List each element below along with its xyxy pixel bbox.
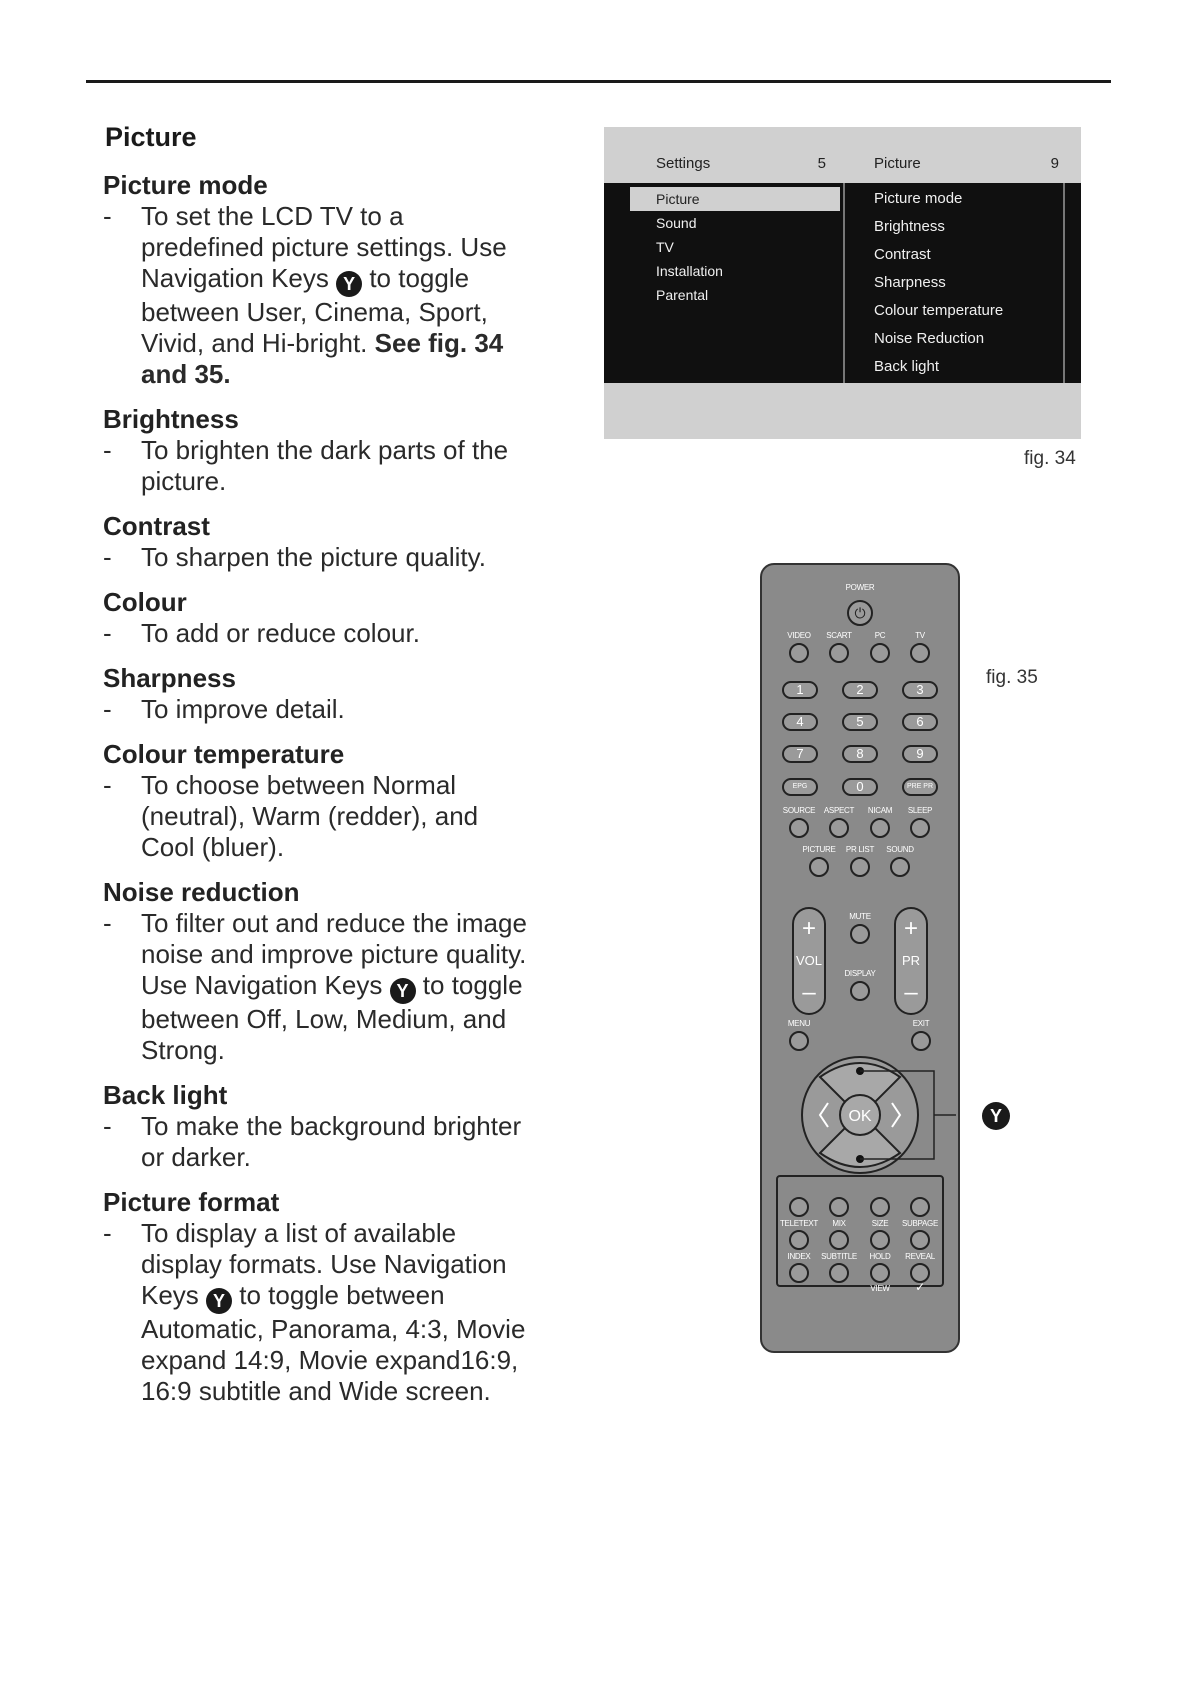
item-description <box>103 201 533 390</box>
teletext-button[interactable] <box>829 1263 849 1283</box>
menu-left-item[interactable]: Installation <box>656 263 723 279</box>
number-key[interactable]: PRE PR <box>902 778 938 796</box>
description-text <box>141 542 533 573</box>
text-run: To add or reduce colour. <box>141 618 420 648</box>
menu-left-item[interactable]: TV <box>656 239 674 255</box>
text-run: To display a list of available display formats. Use Navigation Keys <box>141 1218 507 1310</box>
text-run: To choose between Normal (neutral), Warm (redder), and Cool (bluer). <box>141 770 479 862</box>
menu-right-title: Picture <box>874 155 921 172</box>
item-description <box>103 770 533 863</box>
item <box>103 1079 533 1173</box>
description-text <box>141 908 533 1066</box>
top-rule <box>86 80 1111 83</box>
button-label: SLEEP <box>907 806 933 815</box>
source-button[interactable] <box>829 643 849 663</box>
menu-left-item[interactable]: Sound <box>656 215 697 231</box>
number-key[interactable]: 5 <box>842 713 878 731</box>
text-run: to toggle between User, Cinema, Sport, Vivid, and Hi-bright. <box>141 263 488 358</box>
item-heading: Back light <box>103 1080 228 1110</box>
teletext-button[interactable] <box>829 1197 849 1217</box>
y-navigation-icon: Y <box>390 978 416 1004</box>
button-label: SUBPAGE <box>902 1219 938 1228</box>
teletext-button[interactable] <box>870 1263 890 1283</box>
program-rocker[interactable] <box>894 907 928 1015</box>
item-heading: Brightness <box>103 404 239 434</box>
menu-right-list <box>874 185 1064 381</box>
teletext-button[interactable] <box>789 1230 809 1250</box>
number-key[interactable]: 2 <box>842 681 878 699</box>
button-label: SIZE <box>871 1219 889 1228</box>
item <box>103 403 533 497</box>
text-column <box>103 122 533 1420</box>
number-key[interactable]: 3 <box>902 681 938 699</box>
menu-divider <box>843 183 845 383</box>
number-key[interactable]: 0 <box>842 778 878 796</box>
y-callout-icon: Y <box>982 1102 1010 1130</box>
teletext-button[interactable] <box>789 1263 809 1283</box>
teletext-button[interactable] <box>829 1230 849 1250</box>
menu-left-item[interactable]: Picture <box>630 187 840 211</box>
button-label: MIX <box>832 1219 846 1228</box>
menu-left-item[interactable]: Parental <box>656 287 709 303</box>
power-button[interactable] <box>847 600 873 626</box>
menu-left-title: Settings <box>656 155 711 172</box>
function-button[interactable] <box>829 818 849 838</box>
menu-right-item[interactable]: Colour temperature <box>874 302 1004 319</box>
picture-button[interactable] <box>890 857 910 877</box>
menu-left-header <box>656 155 826 183</box>
menu-right-item[interactable]: Brightness <box>874 218 945 235</box>
item-description <box>103 618 533 649</box>
teletext-button[interactable] <box>910 1197 930 1217</box>
function-button[interactable] <box>910 818 930 838</box>
number-key[interactable]: 1 <box>782 681 818 699</box>
item-description <box>103 542 533 573</box>
picture-button[interactable] <box>809 857 829 877</box>
minus-icon: – <box>904 979 918 1006</box>
callout-lines <box>860 1067 980 1167</box>
mute-label: MUTE <box>849 912 871 921</box>
text-run: To make the background brighter or darker. <box>141 1111 522 1172</box>
number-key[interactable]: EPG <box>782 778 818 796</box>
item <box>103 662 533 725</box>
description-text <box>141 618 533 649</box>
remote-control <box>760 563 1002 1353</box>
button-label: TV <box>915 631 925 640</box>
menu-right-item[interactable]: Contrast <box>874 246 931 263</box>
button-label: PICTURE <box>802 845 836 854</box>
item-heading: Picture mode <box>103 170 268 200</box>
button-label: TELETEXT <box>779 1219 819 1228</box>
item-description <box>103 1218 533 1407</box>
text-run: To filter out and reduce the image noise and improve picture quality. Use Navigation Keys <box>141 908 527 1000</box>
item <box>103 169 533 390</box>
number-key[interactable]: 9 <box>902 745 938 763</box>
button-label: VIDEO <box>787 631 811 640</box>
menu-right-item[interactable]: Noise Reduction <box>874 330 985 347</box>
item-heading: Picture format <box>103 1187 280 1217</box>
bullet-dash: - <box>103 908 112 938</box>
teletext-button[interactable] <box>870 1197 890 1217</box>
bullet-dash: - <box>103 770 112 800</box>
item <box>103 586 533 649</box>
vol-label: VOL <box>795 953 822 968</box>
item-heading: Sharpness <box>103 663 236 693</box>
item <box>103 738 533 863</box>
menu-right-item[interactable]: Picture mode <box>874 190 963 207</box>
ok-label: OK <box>848 1108 872 1125</box>
button-label: SOURCE <box>782 806 816 815</box>
item-description <box>103 1111 533 1173</box>
button-label: PR LIST <box>845 845 875 854</box>
minus-icon: – <box>802 979 816 1006</box>
mute-button[interactable] <box>850 924 870 944</box>
button-label: SCART <box>826 631 852 640</box>
menu-right-item[interactable]: Sharpness <box>874 274 946 291</box>
number-key[interactable]: 4 <box>782 713 818 731</box>
item <box>103 876 533 1066</box>
text-run: To improve detail. <box>141 694 345 724</box>
picture-menu-screenshot <box>604 127 1081 439</box>
bullet-dash: - <box>103 618 112 648</box>
menu-left-list <box>630 187 840 307</box>
check-icon: ✓ <box>915 1280 925 1294</box>
plus-icon: + <box>903 915 918 942</box>
text-run: to toggle between Off, Low, Medium, and Strong. <box>141 970 523 1065</box>
item-heading: Colour temperature <box>103 739 345 769</box>
item-heading: Colour <box>103 587 187 617</box>
item-list <box>103 169 533 1407</box>
button-label: INDEX <box>787 1252 811 1261</box>
fig34-caption: fig. 34 <box>1024 448 1076 469</box>
plus-icon: + <box>801 915 816 942</box>
function-button[interactable] <box>789 818 809 838</box>
picture-button[interactable] <box>850 857 870 877</box>
bullet-dash: - <box>103 435 112 465</box>
display-button[interactable] <box>850 981 870 1001</box>
description-text <box>141 1218 533 1407</box>
power-icon: ⏻ <box>854 605 866 621</box>
menu-right-item[interactable]: Back light <box>874 358 940 375</box>
y-navigation-icon: Y <box>206 1288 232 1314</box>
number-key[interactable]: 7 <box>782 745 818 763</box>
pr-label: PR <box>901 953 921 968</box>
description-text <box>141 1111 533 1173</box>
bullet-dash: - <box>103 1111 112 1141</box>
menu-right-count: 9 <box>1050 155 1059 172</box>
menu-button[interactable] <box>789 1031 809 1051</box>
volume-rocker[interactable] <box>792 907 826 1015</box>
teletext-button[interactable] <box>910 1230 930 1250</box>
display-label: DISPLAY <box>844 969 876 978</box>
text-run: To brighten the dark parts of the picture. <box>141 435 509 496</box>
teletext-button[interactable] <box>789 1197 809 1217</box>
description-text <box>141 435 533 497</box>
button-label: REVEAL <box>905 1252 935 1261</box>
bullet-dash: - <box>103 201 112 231</box>
view-label: VIEW <box>870 1284 890 1293</box>
fig35-caption: fig. 35 <box>986 667 1038 688</box>
power-label: POWER <box>845 583 875 592</box>
text-run: See fig. 34 and 35. <box>141 328 504 389</box>
bullet-dash: - <box>103 694 112 724</box>
exit-button[interactable] <box>911 1031 931 1051</box>
bullet-dash: - <box>103 1218 112 1248</box>
source-button[interactable] <box>789 643 809 663</box>
menu-left-count: 5 <box>817 155 826 172</box>
y-navigation-icon: Y <box>336 271 362 297</box>
exit-label: EXIT <box>912 1019 930 1028</box>
description-text <box>141 694 533 725</box>
description-text <box>141 201 533 390</box>
source-button[interactable] <box>870 643 890 663</box>
text-run: To set the LCD TV to a predefined picture settings. Use Navigation Keys <box>141 201 507 293</box>
teletext-button[interactable] <box>870 1230 890 1250</box>
button-label: SUBTITLE <box>821 1252 857 1261</box>
item-description <box>103 435 533 497</box>
button-label: HOLD <box>869 1252 891 1261</box>
menu-right-header <box>874 155 1059 183</box>
item-description <box>103 908 533 1066</box>
button-label: ASPECT <box>823 806 855 815</box>
item <box>103 510 533 573</box>
number-key[interactable]: 6 <box>902 713 938 731</box>
item <box>103 1186 533 1407</box>
function-button[interactable] <box>870 818 890 838</box>
item-description <box>103 694 533 725</box>
bullet-dash: - <box>103 542 112 572</box>
text-run: To sharpen the picture quality. <box>141 542 486 572</box>
button-label: NICAM <box>867 806 893 815</box>
description-text <box>141 770 533 863</box>
menu-label: MENU <box>787 1019 811 1028</box>
text-run: to toggle between Automatic, Panorama, 4:3, Movie expand 14:9, Movie expand16:9, 16:9 subtitle and Wide screen. <box>141 1280 526 1406</box>
number-key[interactable]: 8 <box>842 745 878 763</box>
item-heading: Contrast <box>103 511 210 541</box>
source-button[interactable] <box>910 643 930 663</box>
section-title: Picture <box>105 122 197 152</box>
item-heading: Noise reduction <box>103 877 300 907</box>
button-label: SOUND <box>886 845 914 854</box>
button-label: PC <box>874 631 886 640</box>
